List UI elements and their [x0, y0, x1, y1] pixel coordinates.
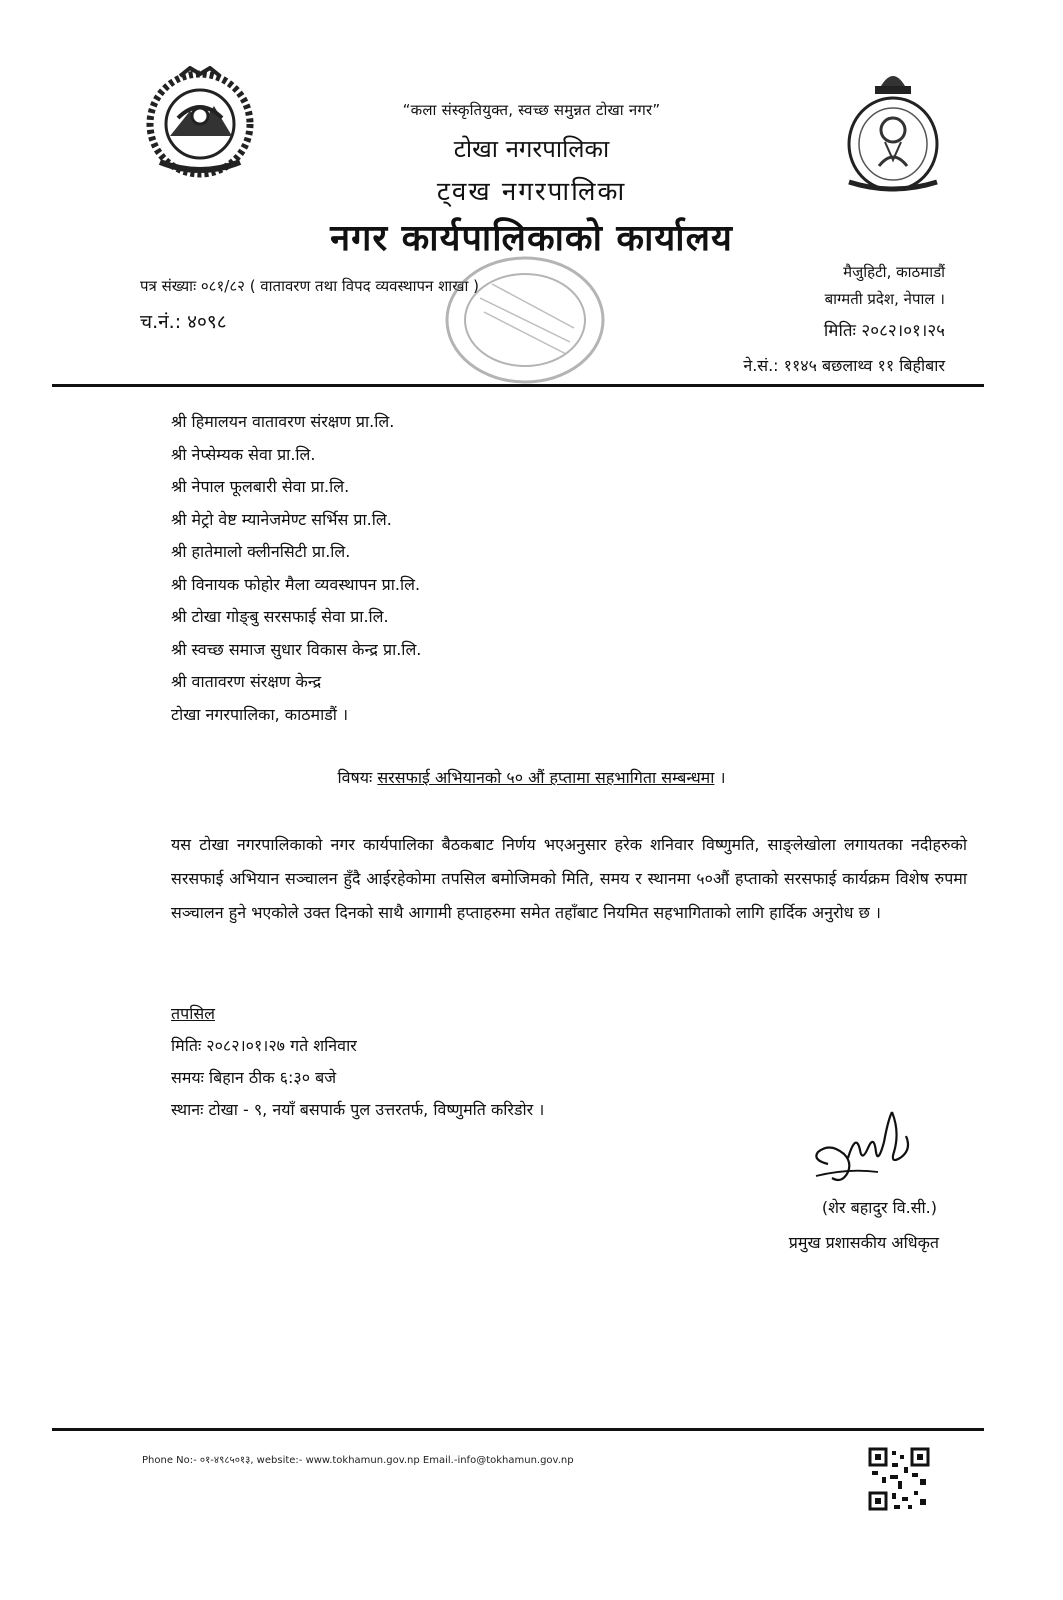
municipality-tagline: “कला संस्कृतियुक्त, स्वच्छ समुन्नत टोखा नगर” — [402, 101, 661, 119]
schedule-date: मितिः २०८२।०१।२७ गते शनिवार — [171, 1036, 357, 1055]
recipient-item: श्री वातावरण संरक्षण केन्द्र — [171, 672, 322, 691]
recipient-item: श्री नेप्सेम्यक सेवा प्रा.लि. — [171, 444, 316, 464]
signatory-name: (शेर बहादुर वि.सी.) — [821, 1198, 937, 1217]
letter-number: पत्र संख्याः ०८१/८२ ( वातावरण तथा विपद व्यवस्थापन शाखा ) — [140, 277, 479, 295]
qr-code[interactable] — [868, 1447, 930, 1511]
schedule-heading: तपसिल — [171, 1004, 216, 1023]
letter-body: यस टोखा नगरपालिकाको नगर कार्यपालिका बैठकबाट निर्णय भएअनुसार हरेक शनिवार विष्णुमति, साङ्लेखोला लगायतका नदीहरुको सरसफाई अभियान सञ्चालन हुँदै आईरहेकोमा तपसिल बमोजिमको मिति, समय र स्थानमा ५०औं हप्ताको सरसफाई कार्यक्रम विशेष रुपमा सञ्चालन हुने भएकोले उक्त दिनको साथै आगामी हप्ताहरुमा समेत तहाँबाट नियमित सहभागिताको लागि हार्दिक अनुरोध छ । — [171, 835, 967, 922]
municipality-name: टोखा नगरपालिका — [453, 135, 610, 163]
subject-label: विषयः — [337, 768, 373, 787]
signatory-title: प्रमुख प्रशासकीय अधिकृत — [788, 1233, 939, 1252]
office-stamp — [440, 250, 610, 386]
schedule-time: समयः बिहान ठीक ६:३० बजे — [171, 1068, 337, 1087]
letter-subject — [0, 766, 1063, 788]
recipient-item: श्री स्वच्छ समाज सुधार विकास केन्द्र प्रा.लि. — [171, 639, 422, 659]
recipient-item: टोखा नगरपालिका, काठमाडौं । — [171, 704, 349, 724]
recipient-item: श्री हातेमालो क्लीनसिटी प्रा.लि. — [171, 542, 351, 561]
schedule-place: स्थानः टोखा - ९, नयाँ बसपार्क पुल उत्तरतर्फ, विष्णुमति करिडोर । — [171, 1100, 545, 1119]
schedule-details — [171, 998, 544, 1126]
municipality-name-newari: ट्वख नगरपालिका — [436, 177, 627, 207]
footer-divider — [52, 1428, 984, 1431]
recipient-item: श्री टोखा गोङ्बु सरसफाई सेवा प्रा.लि. — [171, 607, 389, 626]
address-line-1: मैजुहिटी, काठमाडौं — [843, 263, 945, 281]
recipient-item: श्री हिमालयन वातावरण संरक्षण प्रा.लि. — [171, 412, 395, 431]
header-divider — [52, 384, 984, 387]
subject-text: सरसफाई अभियानको ५० औं हप्तामा सहभागिता सम्बन्धमा — [377, 768, 715, 787]
letter-date: मितिः २०८२।०१।२५ — [823, 321, 945, 341]
subject-end: । — [714, 768, 726, 787]
footer-contact: Phone No:- ०१-४९८५०१३, website:- www.tokhamun.gov.np Email.-info@tokhamun.gov.np — [142, 1455, 574, 1466]
nepal-sambat-date: ने.सं.: ११४५ बछलाथ्व ११ बिहीबार — [743, 356, 945, 375]
recipient-item: श्री नेपाल फूलबारी सेवा प्रा.लि. — [171, 477, 350, 496]
recipient-item: श्री मेट्रो वेष्ट म्यानेजमेण्ट सर्भिस प्रा.लि. — [171, 509, 392, 529]
address-line-2: बाग्मती प्रदेश, नेपाल । — [824, 290, 945, 308]
office-name: नगर कार्यपालिकाको कार्यालय — [330, 218, 733, 259]
dispatch-number: च.नं.: ४०९८ — [140, 311, 227, 333]
signature — [808, 1102, 918, 1194]
recipient-list — [171, 406, 421, 731]
recipient-item: श्री विनायक फोहोर मैला व्यवस्थापन प्रा.लि. — [171, 574, 421, 594]
